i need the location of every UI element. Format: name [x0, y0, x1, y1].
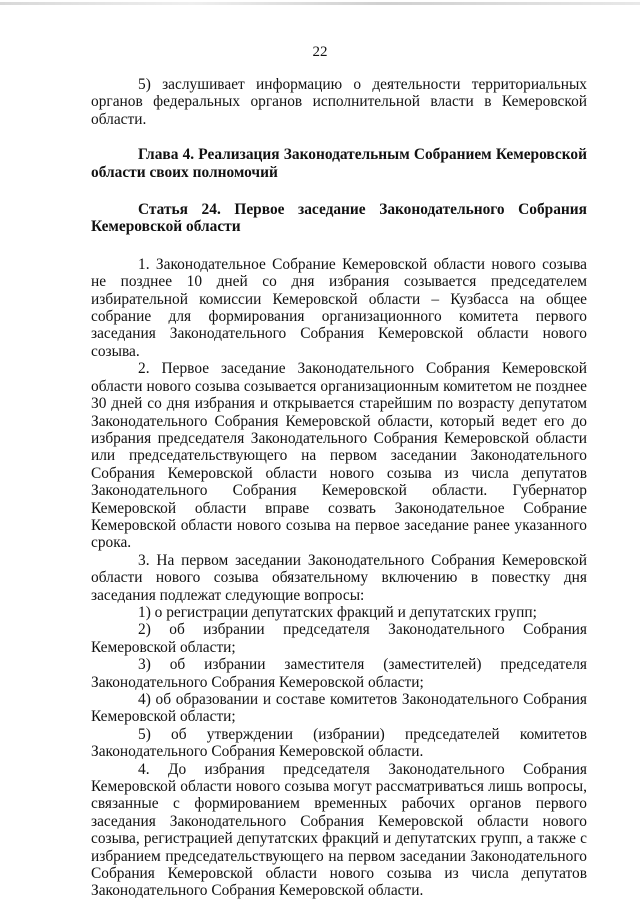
paragraph-2: 2. Первое заседание Законодательного Собрания Кемеровской области нового созыва созывается организационным комитетом не позднее 30 дней со дня избрания и открывается старейшим по возрасту депутатом Законодательного Собрания Кемеровской области, который ведет его до избрания председателя Законодательного Собрания Кемеровской области или председательствующего на первом заседании Законодательного Собрания Кемеровской области нового созыва из числа депутатов Законодательного Собрания Кемеровской области. Губернатор Кемеровской области вправе созвать Законодательное Собрание Кемеровской области нового созыва на первое заседание ранее указанного срока. [91, 360, 587, 552]
paragraph-1: 1. Законодательное Собрание Кемеровской области нового созыва не позднее 10 дней со дня избрания созывается председателем избирательной комиссии Кемеровской области – Кузбасса на общее собрание для формирования организационного комитета первого заседания Законодательного Собрания Кемеровской области нового созыва. [91, 255, 587, 360]
list-item-3: 3) об избрании заместителя (заместителей) председателя Законодательного Собрания Кемеровской области; [91, 656, 587, 691]
document-body [91, 76, 587, 900]
paragraph-3: 3. На первом заседании Законодательного Собрания Кемеровской области нового созыва обязательному включению в повестку дня заседания подлежат следующие вопросы: [91, 551, 587, 604]
list-item-2: 2) об избрании председателя Законодательного Собрания Кемеровской области; [91, 621, 587, 656]
list-item-5: 5) об утверждении (избрании) председателей комитетов Законодательного Собрания Кемеровской области. [91, 725, 587, 761]
page-number: 22 [312, 44, 328, 60]
chapter-heading: Глава 4. Реализация Законодательным Собранием Кемеровской области своих полномочий [91, 146, 587, 181]
paragraph-4: 4. До избрания председателя Законодательного Собрания Кемеровской области нового созыва могут рассматриваться лишь вопросы, связанные с формированием временных рабочих органов первого заседания Законодательного Собрания Кемеровской области нового созыва, регистрацией депутатских фракций и депутатских групп, а также с избранием председательствующего на первом заседании Законодательного Собрания Кемеровской области нового созыва из числа депутатов Законодательного Собрания Кемеровской области. [91, 760, 587, 900]
list-item-1: 1) о регистрации депутатских фракций и депутатских групп; [138, 603, 537, 621]
article-heading: Статья 24. Первое заседание Законодательного Собрания Кемеровской области [91, 201, 587, 236]
scan-edge-line [0, 2, 640, 5]
list-item-4: 4) об образовании и составе комитетов Законодательного Собрания Кемеровской области; [91, 691, 587, 726]
list-item-5-previous: 5) заслушивает информацию о деятельности территориальных органов федеральных органов исполнительной власти в Кемеровской области. [91, 76, 587, 128]
